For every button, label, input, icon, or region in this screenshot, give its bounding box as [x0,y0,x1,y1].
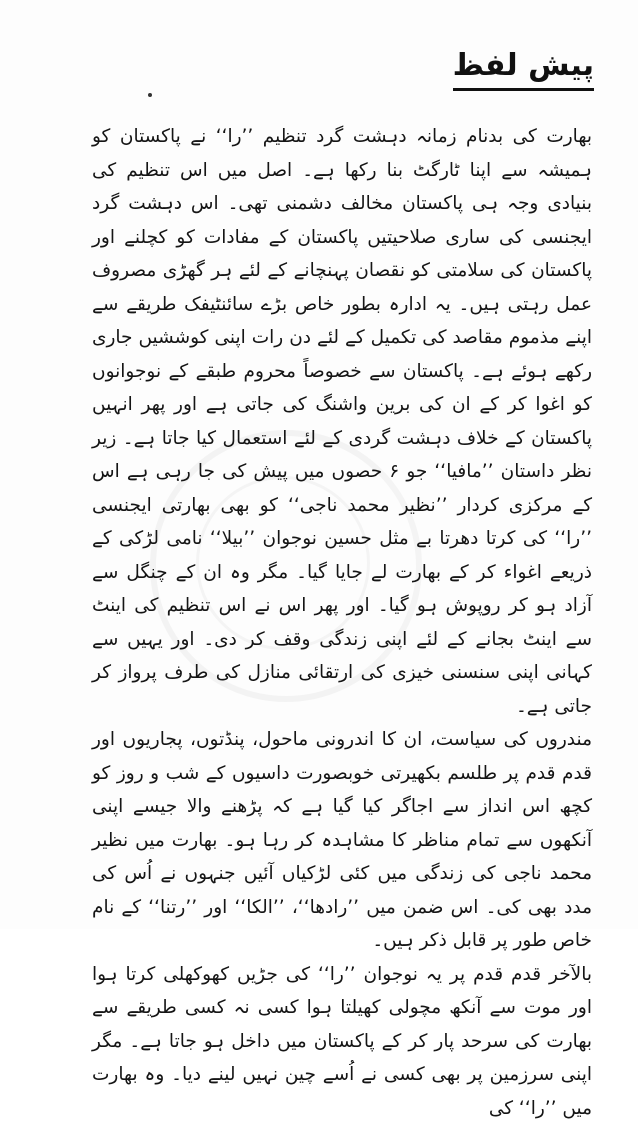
paragraph-3: بالآخر قدم قدم پر یہ نوجوان ’’را‘‘ کی جڑیں کھوکھلی کرتا ہوا اور موت سے آنکھ مچولی کھیلتا ہوا کسی نہ کسی طریقے سے بھارت کی سرحد پار کر کے پاکستان میں داخل ہو جاتا ہے۔ مگر اپنی سرزمین پر بھی کسی نے اُسے چین نہیں لینے دیا۔ وہ بھارت میں ’’را‘‘ کی [92,958,592,1125]
stray-dot [148,93,152,97]
paragraph-2: مندروں کی سیاست، ان کا اندرونی ماحول، پنڈتوں، پجاریوں اور قدم قدم پر طلسم بکھیرتی خوبصورت داسیوں کے شب و روز کو کچھ اس انداز سے اجاگر کیا گیا ہے کہ پڑھنے والا جیسے اپنی آنکھوں سے تمام مناظر کا مشاہدہ کر رہا ہو۔ بھارت میں نظیر محمد ناجی کی زندگی میں کئی لڑکیاں آئیں جنہوں نے اُس کی مدد بھی کی۔ اس ضمن میں ’’رادھا‘‘، ’’الکا‘‘ اور ’’رتنا‘‘ کے نام خاص طور پر قابل ذکر ہیں۔ [92,723,592,958]
page-heading: پیش لفظ [453,46,594,91]
heading-container [394,46,594,96]
paragraph-1: بھارت کی بدنام زمانہ دہشت گرد تنظیم ’’را‘‘ نے پاکستان کو ہمیشہ سے اپنا ٹارگٹ بنا رکھا ہے۔ اصل میں اس تنظیم کی بنیادی وجہ ہی پاکستان مخالف دشمنی تھی۔ اس دہشت گرد ایجنسی کی ساری صلاحیتیں پاکستان کے مفادات کو کچلنے اور پاکستان کی سلامتی کو نقصان پہنچانے کے لئے ہر گھڑی مصروف عمل رہتی ہیں۔ یہ ادارہ بطور خاص بڑے سائنٹیفک طریقے سے اپنے مذموم مقاصد کی تکمیل کے لئے دن رات اپنی کوششیں جاری رکھے ہوئے ہے۔ پاکستان سے خصوصاً محروم طبقے کے نوجوانوں کو اغوا کر کے ان کی برین واشنگ کی جاتی ہے اور پھر انہیں پاکستان کے خلاف دہشت گردی کے لئے استعمال کیا جاتا ہے۔ زیر نظر داستان ’’مافیا‘‘ جو ۶ حصوں میں پیش کی جا رہی ہے اس کے مرکزی کردار ’’نظیر محمد ناجی‘‘ کو بھی بھارتی ایجنسی ’’را‘‘ کی کرتا دھرتا بے مثل حسین نوجوان ’’بیلا‘‘ نامی لڑکی کے ذریعے اغواء کر کے بھارت لے جایا گیا۔ مگر وہ ان کے چنگل سے آزاد ہو کر روپوش ہو گیا۔ اور پھر اس نے اس تنظیم کی اینٹ سے اینٹ بجانے کے لئے اپنی زندگی وقف کر دی۔ اور یہیں سے کہانی اپنی سنسنی خیزی کی ارتقائی منازل کی طرف پرواز کر جاتی ہے۔ [92,120,592,723]
body-text [92,120,592,1125]
